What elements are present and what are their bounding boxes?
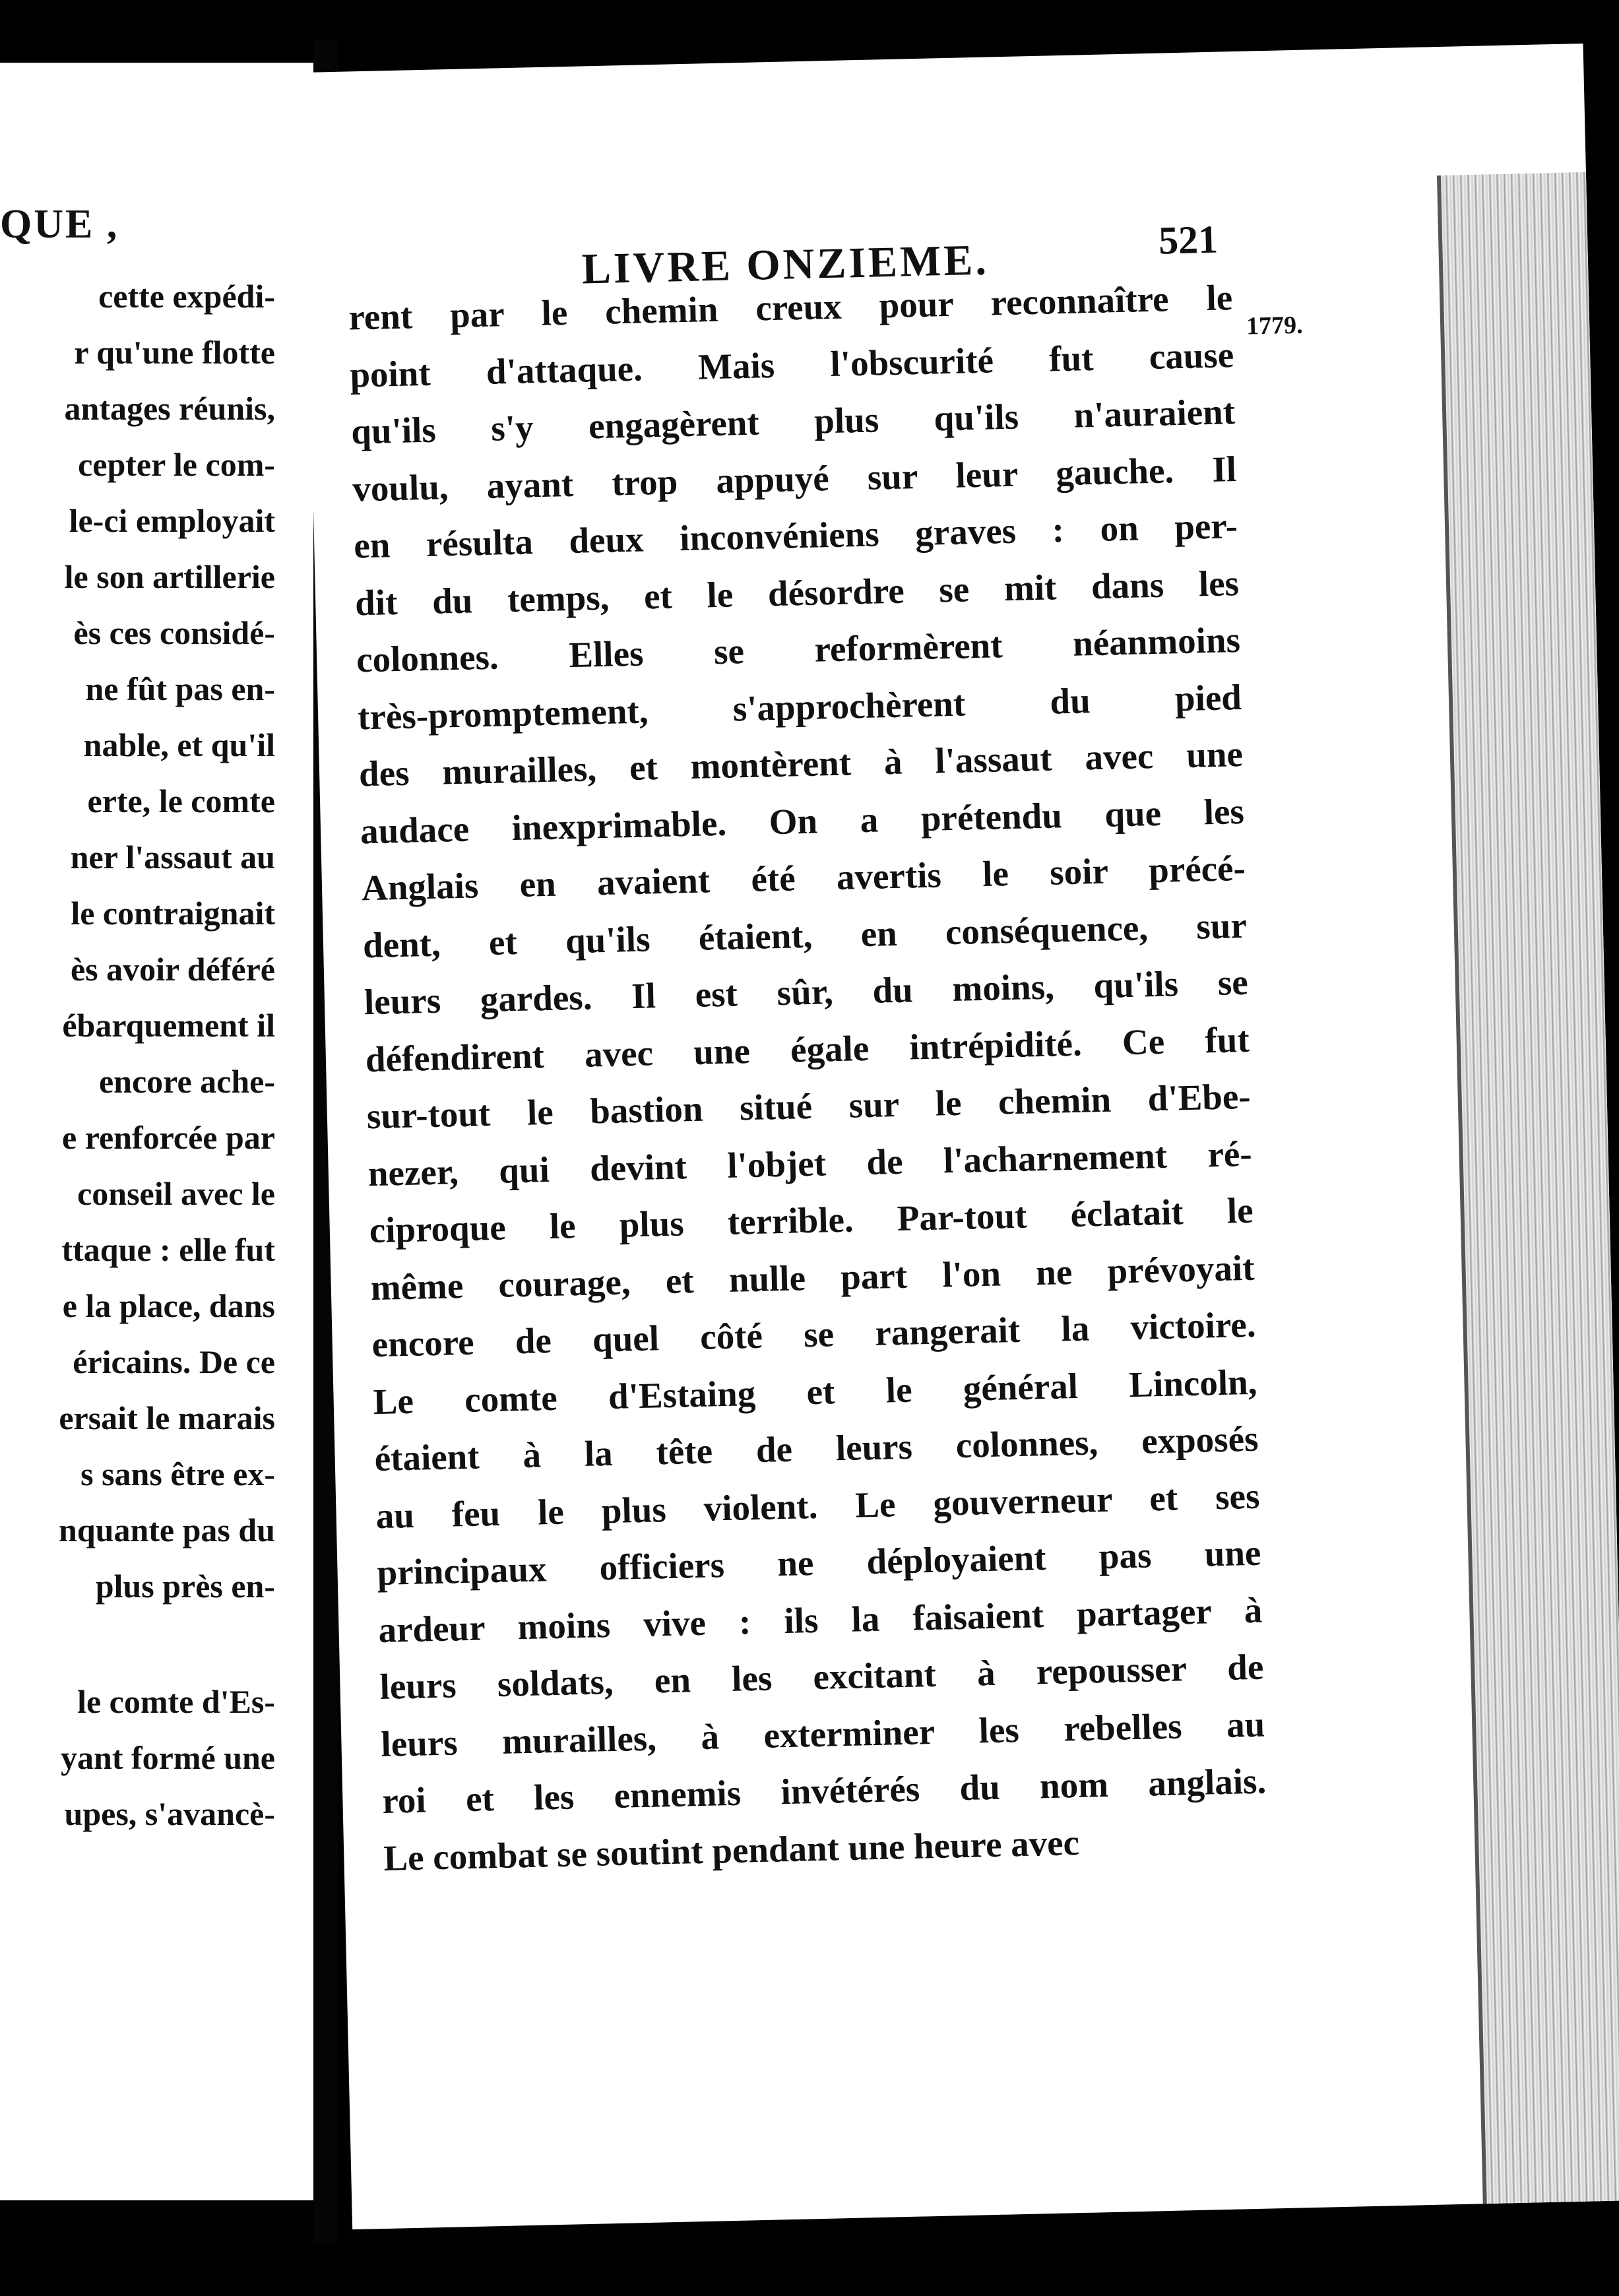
left-text-line: antages réunis,: [64, 390, 275, 427]
text-line: qu'ils s'y engagèrent plus qu'ils n'auraient: [350, 391, 1236, 452]
left-text-line: upes, s'avancè-: [64, 1795, 275, 1832]
text-line: étaient à la tête de leurs colonnes, exposés: [373, 1418, 1259, 1479]
text-line: dit du temps, et le désordre se mit dans les: [354, 562, 1240, 623]
left-text-line: cepter le com-: [78, 446, 275, 483]
margin-year-note: 1779.: [1246, 311, 1304, 340]
right-page: [303, 44, 1619, 2229]
left-text-line: nable, et qu'il: [83, 726, 275, 763]
page-edges: [1437, 172, 1619, 2229]
left-text-line: ès avoir déféré: [70, 951, 275, 988]
left-text-line: le-ci employait: [69, 502, 275, 539]
left-text-line: cette expédi-: [98, 278, 275, 315]
text-line: audace inexprimable. On a prétendu que les: [360, 790, 1245, 851]
text-line: colonnes. Elles se reformèrent néanmoins: [356, 620, 1241, 680]
text-line: encore de quel côté se rangerait la victoire.: [371, 1304, 1257, 1365]
left-text-line: ersait le marais: [59, 1399, 275, 1436]
text-line: des murailles, et montèrent à l'assaut avec une: [358, 733, 1244, 794]
text-line: leurs gardes. Il est sûr, du moins, qu'ils se: [364, 961, 1249, 1023]
left-text-line: e renforcée par: [62, 1119, 275, 1156]
text-line: leurs murailles, à exterminer les rebelles au: [380, 1704, 1265, 1764]
text-line: nezer, qui devint l'objet de l'acharnement ré-: [367, 1133, 1253, 1194]
left-text-line: ttaque : elle fut: [61, 1231, 275, 1268]
left-running-head: QUE ,: [0, 202, 119, 247]
left-text-line: ébarquement il: [62, 1007, 275, 1044]
text-line: Le comte d'Estaing et le général Lincoln,: [373, 1361, 1258, 1422]
text-line: roi et les ennemis invétérés du nom anglais.: [381, 1760, 1267, 1821]
left-text-line: ès ces considé-: [73, 614, 275, 651]
left-text-line: encore ache-: [98, 1063, 275, 1100]
left-text-line: yant formé une: [61, 1739, 275, 1776]
text-line: Le combat se soutint pendant une heure avec: [383, 1822, 1080, 1878]
left-text-line: nquante pas du: [59, 1512, 275, 1548]
page-number: 521: [1158, 217, 1219, 263]
text-line: principaux officiers ne déployaient pas une: [376, 1532, 1261, 1593]
text-line: sur-tout le bastion situé sur le chemin d'Ebe-: [366, 1075, 1252, 1137]
left-text-line: r qu'une flotte: [74, 334, 275, 371]
left-text-line: plus près en-: [95, 1568, 275, 1605]
text-line: même courage, et nulle part l'on ne prévoyait: [370, 1247, 1255, 1308]
left-text-line: erte, le comte: [87, 782, 275, 819]
text-line: leurs soldats, en les excitant à repousser de: [379, 1646, 1264, 1707]
text-line: rent par le chemin creux pour reconnaître le: [348, 277, 1233, 338]
left-page: [0, 63, 315, 2200]
text-line: au feu le plus violent. Le gouverneur et ses: [375, 1475, 1260, 1536]
left-text-line: le son artillerie: [64, 558, 275, 595]
left-text-line: éricains. De ce: [73, 1343, 275, 1380]
text-line: défendirent avec une égale intrépidité. Ce fut: [365, 1019, 1250, 1079]
running-head: LIVRE ONZIEME.: [581, 236, 990, 294]
left-text-line: le comte d'Es-: [77, 1683, 275, 1720]
left-text-line: le contraignait: [71, 895, 275, 932]
left-text-line: e la place, dans: [62, 1287, 275, 1324]
text-line: dent, et qu'ils étaient, en conséquence, sur: [362, 905, 1248, 965]
text-line: voulu, ayant trop appuyé sur leur gauche. Il: [352, 448, 1237, 509]
text-line: Anglais en avaient été avertis le soir précé-: [361, 847, 1246, 909]
text-line: très-promptement, s'approchèrent du pied: [357, 676, 1242, 737]
text-line: ciproque le plus terrible. Par-tout éclatait le: [369, 1190, 1254, 1251]
text-line: point d'attaque. Mais l'obscurité fut cause: [349, 334, 1234, 395]
body-text: [348, 269, 1268, 1887]
left-text-line: conseil avec le: [77, 1175, 275, 1212]
text-line: ardeur moins vive : ils la faisaient partager à: [377, 1589, 1263, 1650]
text-line: en résulta deux inconvéniens graves : on per-: [353, 505, 1238, 566]
left-text-line: ner l'assaut au: [70, 839, 275, 876]
left-text-line: s sans être ex-: [80, 1455, 275, 1492]
left-text-line: ne fût pas en-: [85, 670, 275, 707]
